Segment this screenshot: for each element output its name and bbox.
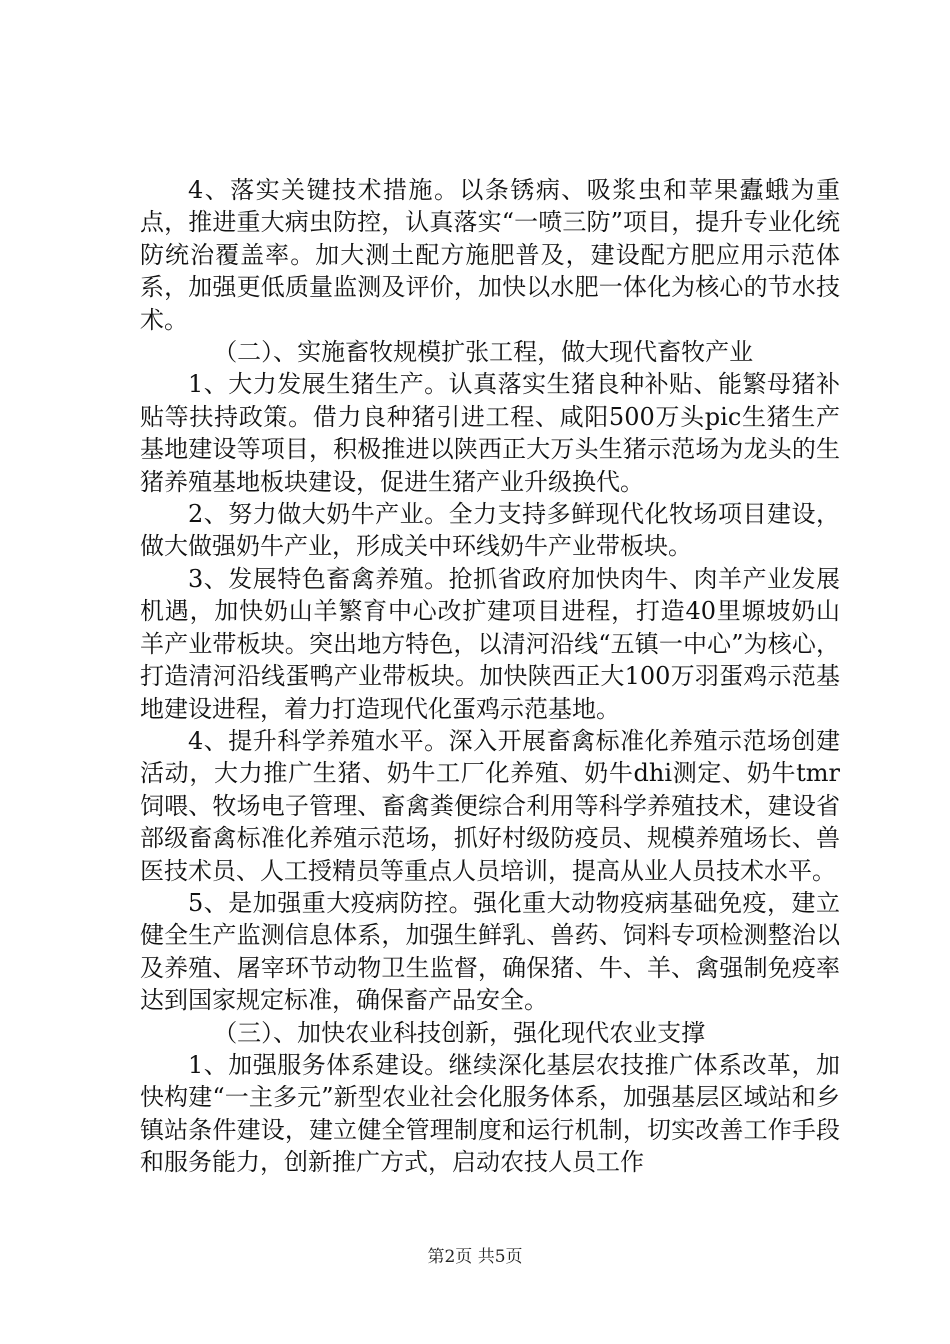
paragraph-dairy-industry: 2、努力做大奶牛产业。全力支持多鲜现代化牧场项目建设，做大做强奶牛产业，形成关中环线奶牛产业带板块。 [140,500,840,561]
section-heading-agri-tech: （三）、加快农业科技创新，强化现代农业支撑 [213,1018,706,1047]
section-heading-livestock: （二）、实施畜牧规模扩张工程，做大现代畜牧产业 [213,338,754,367]
paragraph-disease-control: 5、是加强重大疫病防控。强化重大动物疫病基础免疫，建立健全生产监测信息体系，加强生鲜乳、兽药、饲料专项检测整治以及养殖、屠宰环节动物卫生监督，确保猪、牛、羊、禽强制免疫率达到国家规定标准，确保畜产品安全。 [140,888,840,1015]
paragraph-key-tech-measures: 4、落实关键技术措施。以条锈病、吸浆虫和苹果蠹蛾为重点，推进重大病虫防控，认真落实“一喷三防”项目，提升专业化统防统治覆盖率。加大测土配方施肥普及，建设配方肥应用示范体系，加强更低质量监测及评价，加快以水肥一体化为核心的节水技术。 [140,176,840,334]
paragraph-scientific-breeding: 4、提升科学养殖水平。深入开展畜禽标准化养殖示范场创建活动，大力推广生猪、奶牛工厂化养殖、奶牛dhi测定、奶牛tmr饲喂、牧场电子管理、畜禽粪便综合利用等科学养殖技术，建设省部级畜禽标准化养殖示范场，抓好村级防疫员、规模养殖场长、兽医技术员、人工授精员等重点人员培训，提高从业人员技术水平。 [140,726,840,885]
page-number-footer: 第2页 共5页 [427,1247,523,1267]
document-body [140,174,840,1179]
paragraph-service-system: 1、加强服务体系建设。继续深化基层农技推广体系改革，加快构建“一主多元”新型农业社会化服务体系，加强基层区域站和乡镇站条件建设，建立健全管理制度和运行机制，切实改善工作手段和服务能力，创新推广方式，启动农技人员工作 [140,1050,840,1177]
paragraph-pig-production: 1、大力发展生猪生产。认真落实生猪良种补贴、能繁母猪补贴等扶持政策。借力良种猪引进工程、咸阳500万头pic生猪生产基地建设等项目，积极推进以陕西正大万头生猪示范场为龙头的生猪养殖基地板块建设，促进生猪产业升级换代。 [140,370,840,496]
paragraph-specialty-livestock: 3、发展特色畜禽养殖。抢抓省政府加快肉牛、肉羊产业发展机遇，加快奶山羊繁育中心改扩建项目进程，打造40里塬坡奶山羊产业带板块。突出地方特色，以清河沿线“五镇一中心”为核心，打造清河沿线蛋鸭产业带板块。加快陕西正大100万羽蛋鸡示范基地建设进程，着力打造现代化蛋鸡示范基地。 [140,564,840,723]
